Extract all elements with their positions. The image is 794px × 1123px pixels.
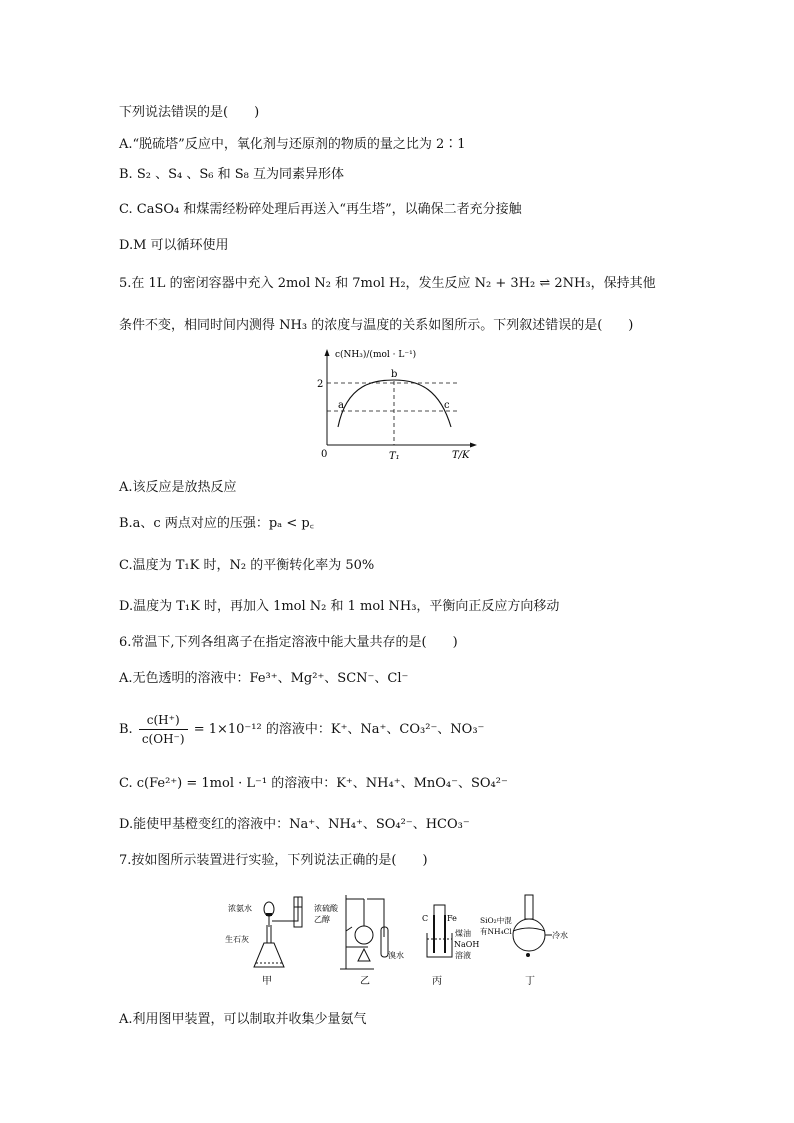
bing-label-fe: Fe xyxy=(447,914,457,923)
yi-label-sulfuric: 浓硫酸 xyxy=(314,904,338,913)
yi-label-ethanol: 乙醇 xyxy=(314,915,330,924)
q5-option-b: B.a、c 两点对应的压强：pₐ < p꜀ xyxy=(119,516,315,531)
bing-label-c: C xyxy=(422,914,429,923)
bing-label-kerosene: 煤油 xyxy=(455,929,471,938)
nh3-temperature-chart xyxy=(305,345,480,463)
ding-label-nh4cl: 有NH₄Cl xyxy=(480,927,512,936)
q6-stem: 6.常温下,下列各组离子在指定溶液中能大量共存的是( ) xyxy=(119,635,458,650)
q4-option-b: B. S₂ 、S₄ 、S₆ 和 S₈ 互为同素异形体 xyxy=(119,167,344,182)
origin-label: 0 xyxy=(321,449,328,460)
q4-option-c: C. CaSO₄ 和煤需经粉碎处理后再送入“再生塔”，以确保二者充分接触 xyxy=(119,202,522,217)
q5-stem-line1: 5.在 1L 的密闭容器中充入 2mol N₂ 和 7mol H₂，发生反应 N₂ + 3H₂ ⇌ 2NH₃，保持其他 xyxy=(119,276,656,291)
q6-option-a: A.无色透明的溶液中：Fe³⁺、Mg²⁺、SCN⁻、Cl⁻ xyxy=(119,671,409,686)
y-tick-2: 2 xyxy=(317,379,324,390)
x-axis-label: T/K xyxy=(452,450,470,461)
ding-name: 丁 xyxy=(525,976,535,987)
point-c-label: c xyxy=(444,400,450,411)
apparatus-bing xyxy=(422,905,479,987)
ding-label-cold-water: 冷水 xyxy=(552,931,568,940)
q6-option-b-suffix: = 1×10⁻¹² 的溶液中：K⁺、Na⁺、CO₃²⁻、NO₃⁻ xyxy=(193,722,485,737)
fraction-numerator: c(H⁺) xyxy=(139,711,188,730)
q4-stem: 下列说法错误的是( ) xyxy=(119,105,260,120)
y-axis-label: c(NH₃)/(mol · L⁻¹) xyxy=(335,350,417,360)
concentration-curve xyxy=(338,380,451,427)
q6-option-b-prefix: B. xyxy=(119,722,133,737)
apparatus-jia xyxy=(225,897,302,987)
q5-option-c: C.温度为 T₁K 时，N₂ 的平衡转化率为 50% xyxy=(119,558,375,573)
point-a-label: a xyxy=(338,400,344,411)
apparatus-ding xyxy=(480,895,568,987)
bing-label-naoh: NaOH xyxy=(454,940,480,949)
ding-label-sio2: SiO₂中混 xyxy=(480,916,512,925)
q4-option-d: D.M 可以循环使用 xyxy=(119,238,229,253)
point-b-label: b xyxy=(391,369,398,380)
q5-option-a: A.该反应是放热反应 xyxy=(119,480,237,495)
yi-name: 乙 xyxy=(360,976,370,987)
fraction-denominator: c(OH⁻) xyxy=(141,732,185,746)
x-axis-arrow xyxy=(470,443,477,448)
q7-option-a: A.利用图甲装置，可以制取并收集少量氨气 xyxy=(119,1012,367,1027)
jia-name: 甲 xyxy=(262,976,272,987)
q7-stem: 7.按如图所示装置进行实验，下列说法正确的是( ) xyxy=(119,853,428,868)
q4-option-a: A.“脱硫塔”反应中，氧化剂与还原剂的物质的量之比为 2∶1 xyxy=(119,137,466,152)
q6-option-d: D.能使甲基橙变红的溶液中：Na⁺、NH₄⁺、SO₄²⁻、HCO₃⁻ xyxy=(119,817,470,832)
h-oh-ratio-fraction xyxy=(139,711,188,748)
y-axis-arrow xyxy=(325,349,330,356)
apparatus-figure xyxy=(222,885,574,990)
q5-option-d: D.温度为 T₁K 时，再加入 1mol N₂ 和 1 mol NH₃，平衡向正反应方向移动 xyxy=(119,599,560,614)
q6-option-b xyxy=(119,711,484,748)
bing-label-solution: 溶液 xyxy=(455,951,471,960)
apparatus-yi xyxy=(314,895,404,987)
q5-stem-line2: 条件不变，相同时间内测得 NH₃ 的浓度与温度的关系如图所示。下列叙述错误的是( ) xyxy=(119,318,634,333)
bing-name: 丙 xyxy=(432,976,442,987)
q6-option-c: C. c(Fe²⁺) = 1mol · L⁻¹ 的溶液中：K⁺、NH₄⁺、MnO₄⁻、SO₄²⁻ xyxy=(119,776,508,791)
jia-label-lime: 生石灰 xyxy=(225,935,249,944)
yi-label-bromine-water: 溴水 xyxy=(388,951,404,960)
x-tick-t1: T₁ xyxy=(389,451,400,462)
jia-label-ammonia: 浓氨水 xyxy=(228,904,252,913)
